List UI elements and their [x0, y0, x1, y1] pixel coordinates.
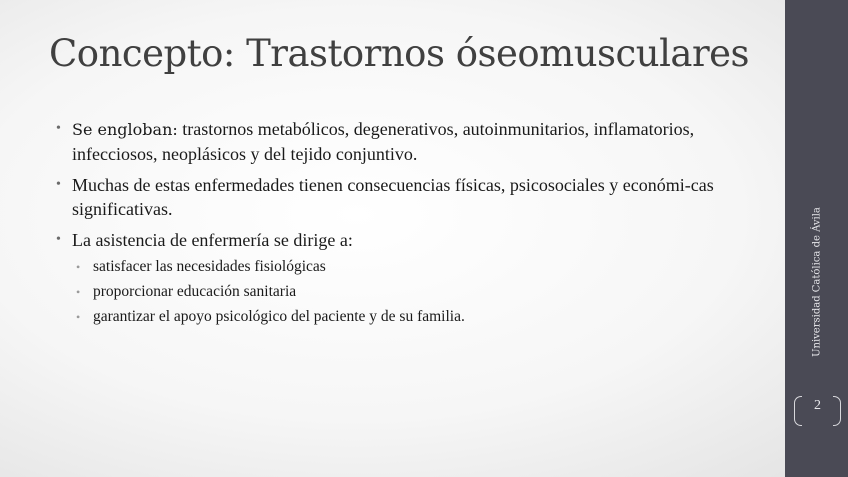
sub-bullet-item [56, 306, 736, 328]
sub-bullet-text: proporcionar educación sanitaria [93, 283, 297, 300]
bullet-text: La asistencia de enfermería se dirige a: [72, 230, 353, 250]
organization-name: Universidad Católica de Ávila [811, 207, 822, 357]
bullet-item [56, 173, 736, 221]
bullet-text: trastornos metabólicos, degenerativos, autoinmunitarios, inflamatorios, infecciosos, neoplásicos y del tejido conjuntivo. [72, 119, 695, 164]
sub-bullet-item [56, 256, 736, 278]
page-number: 2 [814, 398, 821, 413]
bullet-item [56, 117, 736, 166]
right-bracket-icon [833, 396, 841, 426]
bullet-dot-icon: • [56, 177, 61, 192]
slide-title: Concepto: Trastornos óseomusculares [49, 32, 750, 75]
sub-bullet-text: garantizar el apoyo psicológico del paciente y de su familia. [93, 308, 465, 325]
slide-content [56, 117, 736, 331]
sub-bullet-dot-icon: • [76, 260, 81, 274]
sub-bullet-text: satisfacer las necesidades fisiológicas [93, 258, 326, 275]
bullet-dot-icon: • [56, 121, 61, 136]
bullet-text: Muchas de estas enfermedades tienen consecuencias físicas, psicosociales y económi-cas significativas. [72, 175, 714, 219]
sub-bullet-item [56, 281, 736, 303]
sub-bullet-dot-icon: • [76, 285, 81, 299]
bullet-lead: Se engloban: [72, 120, 178, 139]
bullet-item [56, 228, 736, 252]
bullet-dot-icon: • [56, 232, 61, 247]
sub-bullet-dot-icon: • [76, 310, 81, 324]
page-number-box [789, 381, 846, 432]
